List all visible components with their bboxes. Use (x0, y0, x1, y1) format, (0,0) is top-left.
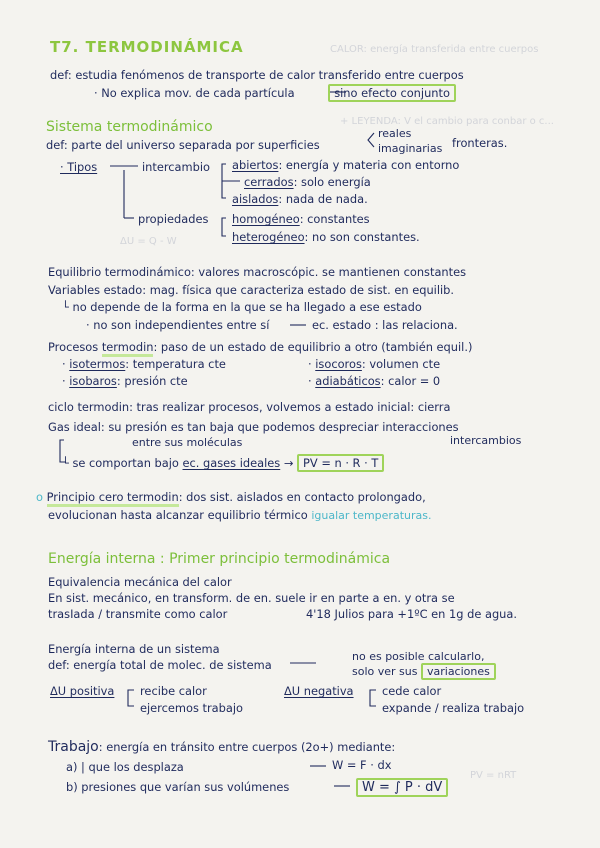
equilibrio-line1: Equilibrio termodinámico: valores macroscópic. se mantienen constantes (48, 265, 467, 279)
sistema-intercambio: intercambio (142, 160, 210, 174)
def-bullet-text: · No explica mov. de cada partícula (94, 86, 295, 100)
trabajo-label: Trabajo (48, 739, 99, 755)
energia-def: def: energía total de molec. de sistema (48, 658, 272, 672)
trabajo-b-formula (356, 780, 448, 795)
energia-heading: Energía interna : Primer principio termodinámica (48, 551, 391, 567)
isocoros-label: isocoros (315, 357, 362, 371)
energia-equiv: Equivalencia mecánica del calor (48, 575, 232, 589)
isocoros-desc: : volumen cte (361, 357, 441, 371)
energia-equiv1: En sist. mecánico, en transform. de en. suele ir en parte a en. y otra se (48, 591, 455, 605)
gas-line1: Gas ideal: su presión es tan baja que podemos despreciar interacciones (48, 420, 459, 434)
du-positiva-2: ejercemos trabajo (140, 701, 243, 715)
principio-cero-label: Principio cero termodin (47, 490, 179, 507)
gas-line2b: intercambios (450, 434, 522, 447)
sistema-imaginarias: imaginarias (378, 142, 443, 155)
procesos-termodin: termodin (102, 340, 154, 357)
du-negativa-1: cede calor (382, 684, 442, 698)
du-negativa-2: expande / realiza trabajo (382, 701, 525, 715)
du-negativa (284, 684, 354, 698)
procesos-line (48, 340, 472, 354)
cerrados-desc: : solo energía (293, 175, 371, 189)
abiertos-label: abiertos (232, 158, 279, 172)
du-negativa-label: ΔU negativa (284, 684, 354, 698)
sistema-fronteras: fronteras. (452, 136, 508, 150)
trabajo-a: a) | que los desplaza (66, 760, 184, 774)
def-sino: sino efecto conjunto (328, 84, 456, 102)
isobaros-label: isobaros (69, 374, 117, 388)
trabajo-b-formula-text: W = ∫ P · dV (356, 778, 448, 797)
trabajo-desc: : energía en tránsito entre cuerpos (2o+) mediante: (98, 740, 396, 754)
tipos-label: · Tipos (60, 160, 98, 174)
tipo-cerrados (244, 175, 371, 189)
equilibrio-line4a: · no son independientes entre sí (86, 318, 270, 332)
bleed-text: ΔU = Q - W (120, 236, 177, 247)
principio-cero-line2 (48, 508, 431, 523)
energia-calc2 (352, 665, 496, 679)
adiabaticos-desc: : calor = 0 (380, 374, 441, 388)
bleed-text: + LEYENDA: V el cambio para conbar o c... (340, 116, 554, 127)
adiabaticos-label: adiabáticos (315, 374, 381, 388)
procesos-label: Procesos (48, 340, 99, 354)
def-bullet (94, 86, 456, 100)
gas-ec: ec. gases ideales (182, 456, 281, 470)
heterogeneo-desc: : no son constantes. (304, 230, 420, 244)
gas-line3: └ se comportan bajo ec. gases ideales → PV = n · R · T (62, 456, 384, 470)
tipo-abiertos (232, 158, 459, 172)
equilibrio-line3: └ no depende de la forma en la que se ha llegado a ese estado (62, 300, 422, 314)
procesos-desc: : paso de un estado de equilibrio a otro (también equil.) (153, 340, 473, 354)
du-positiva-label: ΔU positiva (50, 684, 115, 698)
isotermos-label: isotermos (69, 357, 126, 371)
def-line (50, 68, 464, 82)
energia-equiv3: 4'18 Julios para +1ºC en 1g de agua. (306, 607, 517, 621)
gas-formula: PV = n · R · T (297, 454, 384, 472)
du-positiva-1: recibe calor (140, 684, 207, 698)
prop-homogeneo (232, 212, 370, 226)
trabajo-a-formula: W = F · dx (332, 758, 392, 772)
homogeneo-label: homogéneo (232, 212, 300, 226)
bleed-text: PV = nRT (470, 770, 517, 781)
equilibrio-line2: Variables estado: mag. física que caracteriza estado de sist. en equilib. (48, 283, 455, 297)
prop-heterogeneo (232, 230, 420, 244)
gas-line2a: entre sus moléculas (132, 436, 243, 449)
energia-sistema: Energía interna de un sistema (48, 642, 220, 656)
ciclo-line: ciclo termodin: tras realizar procesos, volvemos a estado inicial: cierra (48, 400, 451, 414)
aislados-label: aislados (232, 192, 279, 206)
sistema-tipos (60, 160, 97, 174)
sistema-reales: reales (378, 127, 412, 140)
def-label: def: (50, 68, 72, 82)
def-text: estudia fenómenos de transporte de calor transferido entre cuerpos (75, 68, 464, 82)
tipo-aislados (232, 192, 368, 206)
sistema-def: def: parte del universo separada por superficies (46, 138, 320, 152)
principio-cero-line2-text: evolucionan hasta alcanzar equilibrio térmico (48, 508, 308, 522)
page-title: T7. TERMODINÁMICA (50, 38, 244, 56)
proc-isotermos: · isotermos: temperatura cte (62, 357, 226, 371)
isotermos-desc: : temperatura cte (125, 357, 226, 371)
homogeneo-desc: : constantes (299, 212, 370, 226)
trabajo-line (48, 740, 395, 754)
isobaros-desc: : presión cte (116, 374, 188, 388)
proc-isobaros: · isobaros: presión cte (62, 374, 188, 388)
heterogeneo-label: heterogéneo (232, 230, 305, 244)
principio-cero-desc: : dos sist. aislados en contacto prolongado, (178, 490, 426, 504)
equilibrio-line4b: ec. estado : las relaciona. (312, 318, 458, 332)
bleed-text: CALOR: energía transferida entre cuerpos (330, 44, 539, 55)
sistema-propiedades: propiedades (138, 212, 209, 226)
proc-isocoros: · isocoros: volumen cte (308, 357, 441, 371)
energia-calc2-text: solo ver sus (352, 665, 418, 678)
trabajo-b: b) presiones que varían sus volúmenes (66, 780, 290, 794)
du-positiva (50, 684, 114, 698)
gas-line3-text: └ se comportan bajo (62, 456, 179, 470)
principio-cero-line: o Principio cero termodin: dos sist. aislados en contacto prolongado, (36, 490, 426, 504)
energia-variaciones: variaciones (421, 663, 496, 680)
aislados-desc: : nada de nada. (278, 192, 368, 206)
energia-calc1: no es posible calcularlo, (352, 650, 485, 663)
proc-adiabaticos: · adiabáticos: calor = 0 (308, 374, 441, 388)
abiertos-desc: : energía y materia con entorno (278, 158, 460, 172)
energia-equiv2: trasIada / transmite como calor (48, 607, 228, 621)
sistema-heading: Sistema termodinámico (46, 119, 213, 135)
cerrados-label: cerrados (244, 175, 294, 189)
principio-cero-note: igualar temperaturas. (311, 509, 432, 522)
